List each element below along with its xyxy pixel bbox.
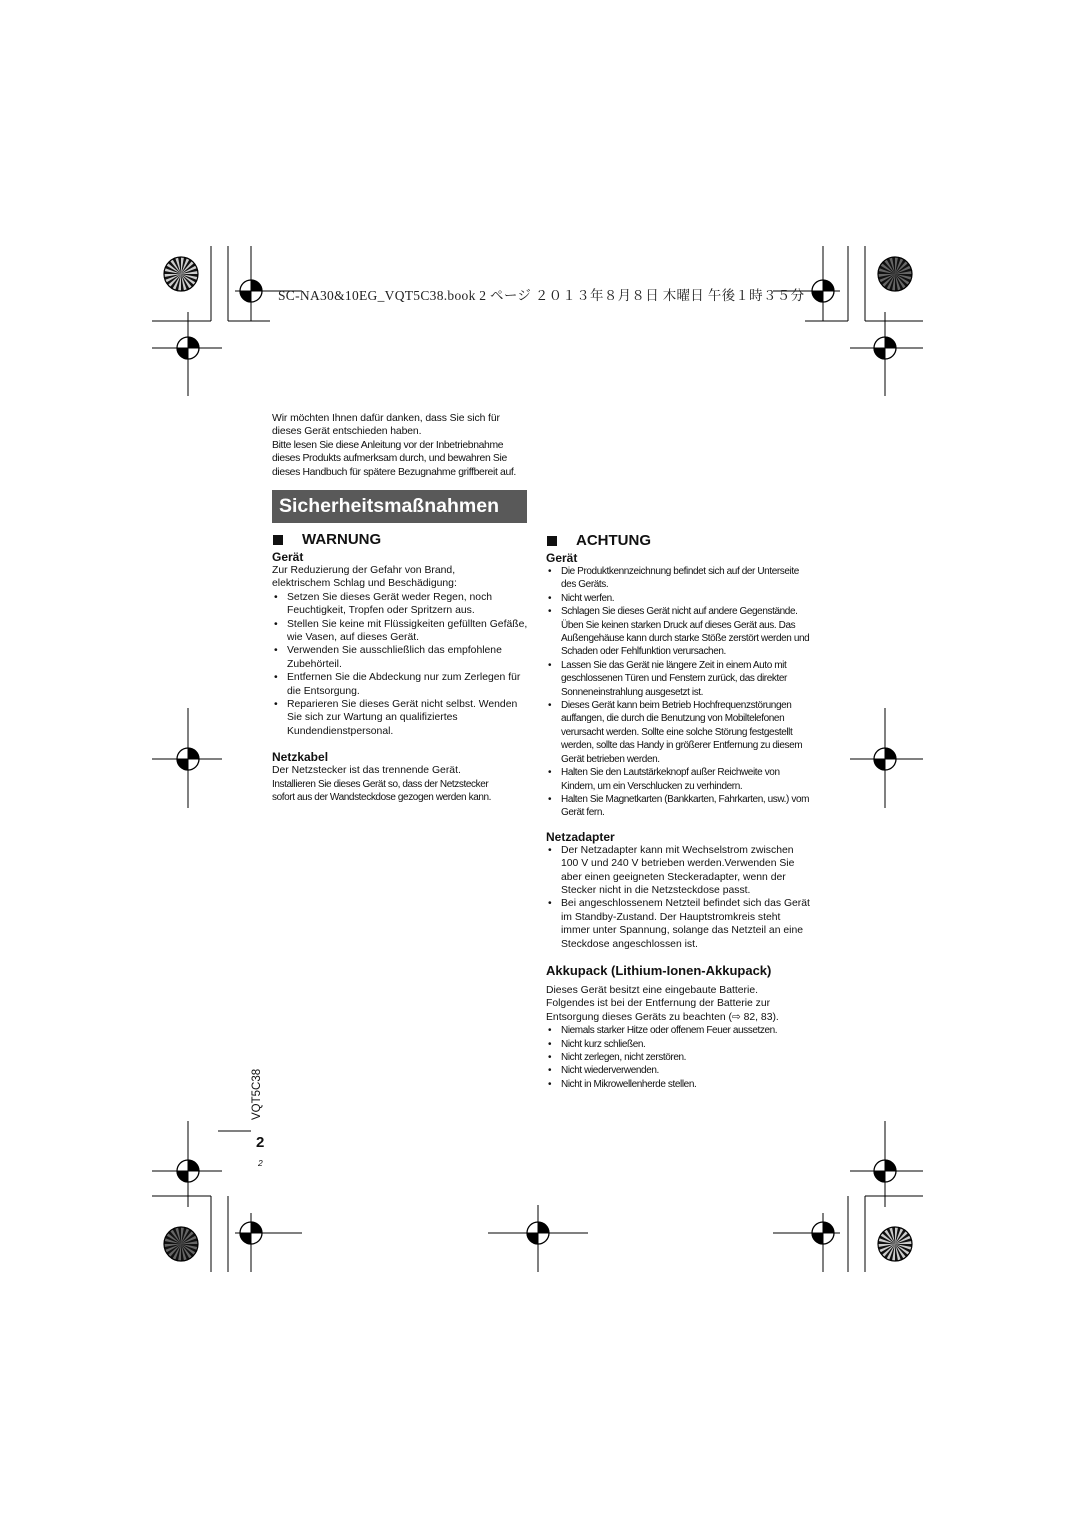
intro-line: Bitte lesen Sie diese Anleitung vor der Inbetriebnahme — [272, 439, 504, 451]
achtung-column — [546, 531, 811, 1091]
list-item: • Lassen Sie das Gerät nie längere Zeit in einem Auto mit geschlossenen Türen und Fenstern zurück, das direkter Sonneneinstrahlung ausgesetzt ist. — [546, 659, 811, 699]
list-item: • Der Netzadapter kann mit Wechselstrom zwischen 100 V und 240 V betrieben werden.Verwenden Sie aber einen geeigneten Steckeradapter, wenn der Stecker nicht in die Netzsteckdose passt. — [546, 844, 811, 898]
intro-text — [272, 412, 534, 479]
warnung-column — [272, 530, 534, 805]
akkupack-title: Akkupack (Lithium-Ionen-Akkupack) — [546, 962, 772, 978]
list-item: • Nicht in Mikrowellenherde stellen. — [546, 1078, 811, 1091]
warnung-list — [272, 591, 534, 738]
star-target-icon — [878, 1227, 912, 1261]
list-item: • Reparieren Sie dieses Gerät nicht selbst. Wenden Sie sich zur Wartung an qualifiziertes Kundendienstpersonal. — [272, 698, 534, 738]
list-item: • Halten Sie Magnetkarten (Bankkarten, Fahrkarten, usw.) vom Gerät fern. — [546, 793, 811, 820]
list-item: • Nicht wiederverwenden. — [546, 1064, 811, 1077]
akkupack-list — [546, 1024, 811, 1091]
page-number-small: 2 — [258, 1158, 263, 1168]
netzkabel-line: Installieren Sie dieses Gerät so, dass der Netzstecker — [272, 778, 489, 790]
netzkabel-line: sofort aus der Wandsteckdose gezogen werden kann. — [272, 792, 492, 804]
list-item: • Schlagen Sie dieses Gerät nicht auf andere Gegenstände. Üben Sie keinen starken Druck auf dieses Gerät aus. Das Außengehäuse kann durch starke Stöße zerstört werden und Schaden oder Fehlfunktion verursachen. — [546, 605, 811, 659]
intro-line: dieses Handbuch für spätere Bezugnahme griffbereit auf. — [272, 466, 516, 478]
warnung-intro-line: Zur Reduzierung der Gefahr von Brand, — [272, 565, 456, 576]
list-item: • Stellen Sie keine mit Flüssigkeiten gefüllten Gefäße, wie Vasen, auf dieses Gerät. — [272, 618, 534, 645]
list-item: • Verwenden Sie ausschließlich das empfohlene Zubehörteil. — [272, 644, 534, 671]
list-item: • Setzen Sie dieses Gerät weder Regen, noch Feuchtigkeit, Tropfen oder Spritzern aus. — [272, 591, 534, 618]
netzkabel-title: Netzkabel — [272, 750, 329, 765]
square-bullet-icon — [273, 535, 283, 545]
list-item: • Dieses Gerät kann beim Betrieb Hochfrequenzstörungen auffangen, die durch die Benutzung von Mobiltelefonen verursacht werden. Sollte eine solche Störung festgestellt werden, sollte das Handy in größerer Entfernung zu diesem Gerät betrieben werden. — [546, 699, 811, 766]
list-item: • Bei angeschlossenem Netzteil befindet sich das Gerät im Standby-Zustand. Der Hauptstromkreis steht immer unter Spannung, solange das Netzteil an eine Steckdose angeschlossen ist. — [546, 897, 811, 951]
list-item: • Nicht werfen. — [546, 592, 811, 605]
list-item: • Nicht zerlegen, nicht zerstören. — [546, 1051, 811, 1064]
star-target-icon — [164, 257, 198, 291]
intro-line: dieses Gerät entschieden haben. — [272, 426, 422, 438]
achtung-heading-text: ACHTUNG — [576, 532, 651, 549]
intro-line: dieses Produkts aufmerksam durch, und bewahren Sie — [272, 453, 507, 465]
achtung-list — [546, 565, 811, 820]
list-item: • Halten Sie den Lautstärkeknopf außer Reichweite von Kindern, um ein Verschlucken zu verhindern. — [546, 766, 811, 793]
achtung-heading — [546, 531, 811, 551]
warnung-heading-text: WARNUNG — [302, 531, 382, 548]
akkupack-line: Dieses Gerät besitzt eine eingebaute Batterie. — [546, 984, 758, 996]
akkupack-line: Folgendes ist bei der Entfernung der Batterie zur — [546, 998, 771, 1010]
list-item: • Niemals starker Hitze oder offenem Feuer aussetzen. — [546, 1024, 811, 1037]
list-item: • Nicht kurz schließen. — [546, 1038, 811, 1051]
star-target-icon — [164, 1227, 198, 1261]
square-bullet-icon — [547, 536, 557, 546]
book-header-line: SC-NA30&10EG_VQT5C38.book 2 ページ ２０１３年８月８日 木曜日 午後１時３５分 — [278, 288, 805, 303]
list-item: • Entfernen Sie die Abdeckung nur zum Zerlegen für die Entsorgung. — [272, 671, 534, 698]
akkupack-line: Entsorgung dieses Geräts zu beachten (⇨ 82, 83). — [546, 1011, 779, 1023]
achtung-geraet-title: Gerät — [546, 551, 578, 565]
list-item: • Die Produktkennzeichnung befindet sich auf der Unterseite des Geräts. — [546, 565, 811, 592]
star-target-icon — [878, 257, 912, 291]
warnung-geraet-title: Gerät — [272, 550, 304, 564]
netzadapter-title: Netzadapter — [546, 829, 615, 844]
warnung-heading — [272, 530, 534, 550]
warnung-intro-line: elektrischem Schlag und Beschädigung: — [272, 578, 457, 590]
section-title-bar: Sicherheitsmaßnahmen — [272, 490, 527, 523]
netzkabel-line: Der Netzstecker ist das trennende Gerät. — [272, 765, 461, 777]
document-code: VQT5C38 — [251, 1068, 263, 1120]
page-number: 2 — [256, 1134, 265, 1151]
intro-line: Wir möchten Ihnen dafür danken, dass Sie sich für — [272, 413, 500, 424]
netzadapter-list — [546, 844, 811, 951]
